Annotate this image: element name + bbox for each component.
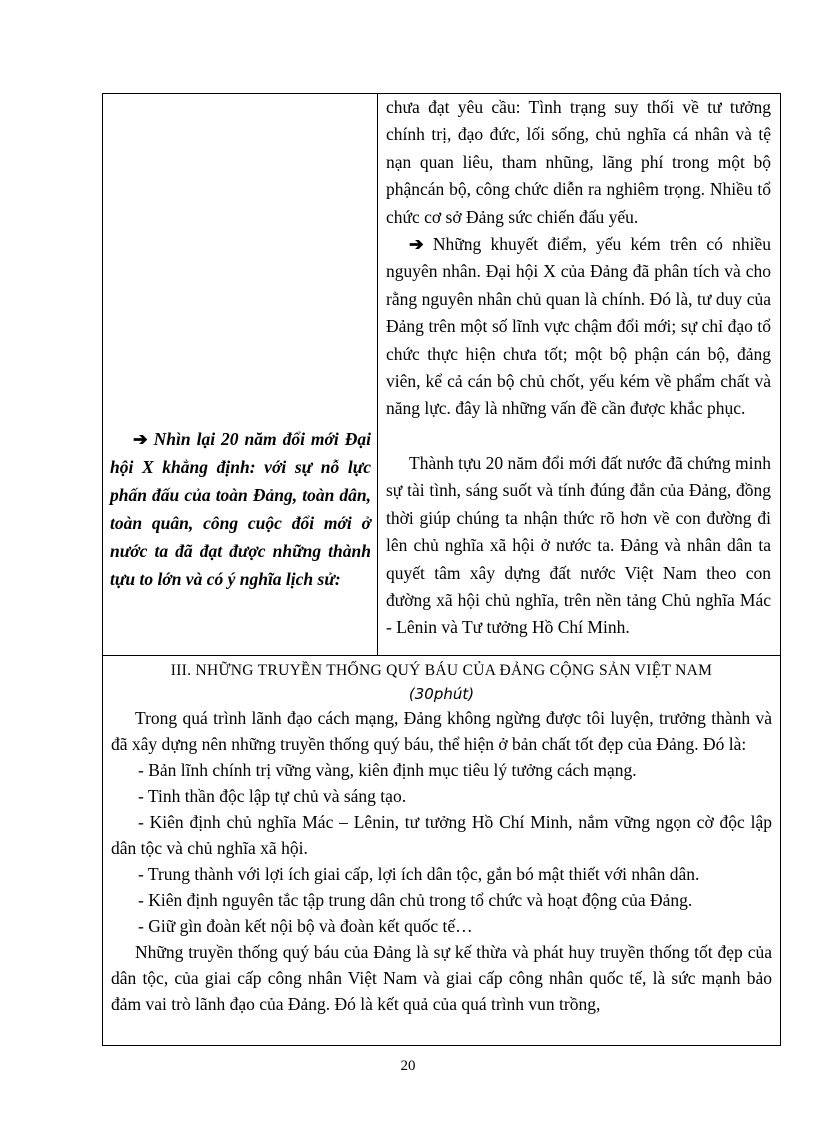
- bullet-item: - Giữ gìn đoàn kết nội bộ và đoàn kết quốc tế…: [138, 916, 473, 936]
- left-summary-body: Nhìn lại 20 năm đổi mới Đại hội X khẳng định: với sự nỗ lực phấn đấu của toàn Đảng, toàn dân, toàn quân, công cuộc đổi mới ở nước ta đã đạt được những thành tựu to lớn và có ý nghĩa lịch sử:: [110, 429, 372, 589]
- section-duration: (30phút): [408, 685, 475, 703]
- right-arrow-icon: ➔: [133, 429, 148, 449]
- right-arrow-icon: ➔: [409, 234, 424, 255]
- section-title: III. NHỮNG TRUYỀN THỐNG QUÝ BÁU CỦA ĐẢNG CỘNG SẢN VIỆT NAM: [170, 662, 713, 679]
- right-paragraph-3: Thành tựu 20 năm đổi mới đất nước đã chứng minh sự tài tình, sáng suốt và tính đúng đắn của Đảng, đồng thời giúp chúng ta nhận thức rõ hơn về con đường đi lên chủ nghĩa xã hội ở nước ta. Đảng và nhân dân ta quyết tâm xây dựng đất nước Việt Nam theo con đường xã hội chủ nghĩa, trên nền tảng Chủ nghĩa Mác - Lênin và Tư tưởng Hồ Chí Minh.: [386, 452, 771, 638]
- traditions-section: [102, 656, 781, 1046]
- content-table: [102, 93, 781, 656]
- left-summary-text: [110, 425, 371, 593]
- right-paragraph-1: chưa đạt yêu cầu: Tình trạng suy thối về tư tưởng chính trị, đạo đức, lối sống, chủ nghĩa cá nhân và tệ nạn quan liêu, tham nhũng, lãng phí trong một bộ phậncán bộ, công chức diễn ra nghiêm trọng. Nhiều tổ chức cơ sở Đảng sức chiến đấu yếu.: [386, 97, 771, 227]
- bullet-item: - Kiên định nguyên tắc tập trung dân chủ trong tổ chức và hoạt động của Đảng.: [138, 890, 693, 910]
- bullet-item: - Kiên định chủ nghĩa Mác – Lênin, tư tưởng Hồ Chí Minh, nắm vững ngọn cờ độc lập dân tộc và chủ nghĩa xã hội.: [111, 812, 772, 858]
- right-paragraph-2-text: Những khuyết điểm, yếu kém trên có nhiều nguyên nhân. Đại hội X của Đảng đã phân tích và cho rằng nguyên nhân chủ quan là chính. Đó là, tư duy của Đảng trên một số lĩnh vực chậm đổi mới; sự chỉ đạo tổ chức thực hiện chưa tốt; một bộ phận cán bộ, đảng viên, kể cả cán bộ chủ chốt, yếu kém về phẩm chất và năng lực. đây là những vấn đề cần được khắc phục.: [386, 234, 771, 419]
- right-paragraph-2: [386, 231, 771, 423]
- table-right-column: [378, 94, 780, 655]
- page-number: 20: [400, 1058, 416, 1074]
- section-closing: Những truyền thống quý báu của Đảng là sự kế thừa và phát huy truyền thống tốt đẹp của dân tộc, của giai cấp công nhân Việt Nam và giai cấp công nhân quốc tế, là sức mạnh bảo đảm vai trò lãnh đạo của Đảng. Đó là kết quả của quá trình vun trồng,: [111, 942, 772, 1014]
- bullet-item: - Trung thành với lợi ích giai cấp, lợi ích dân tộc, gắn bó mật thiết với nhân dân.: [138, 864, 700, 884]
- section-intro: Trong quá trình lãnh đạo cách mạng, Đảng không ngừng được tôi luyện, trưởng thành và đã xây dựng nên những truyền thống quý báu, thể hiện ở bản chất tốt đẹp của Đảng. Đó là:: [111, 708, 772, 754]
- bullet-item: - Bản lĩnh chính trị vững vàng, kiên định mục tiêu lý tưởng cách mạng.: [138, 760, 637, 780]
- table-left-column: [103, 94, 378, 655]
- bullet-item: - Tinh thần độc lập tự chủ và sáng tạo.: [138, 786, 407, 806]
